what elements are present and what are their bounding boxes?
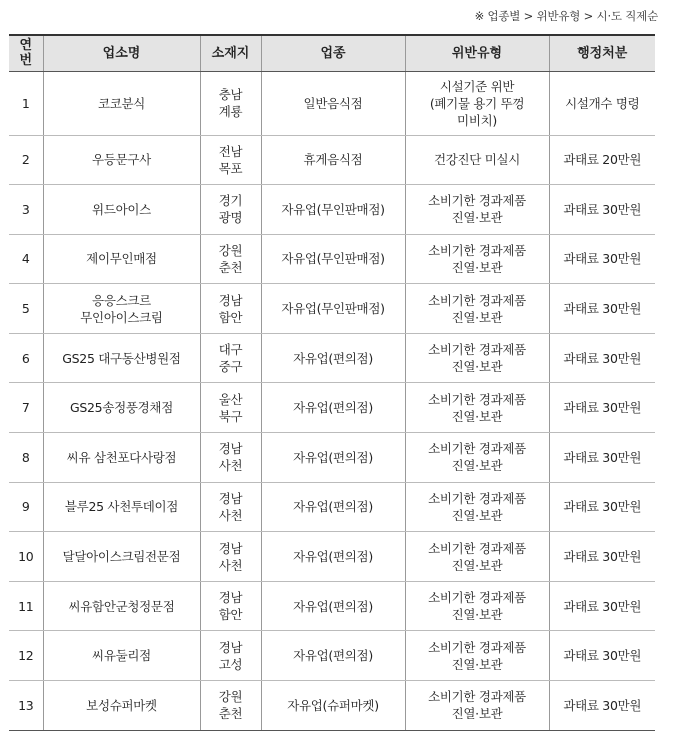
cell-violation: 소비기한 경과제품 진열·보관 [405, 333, 549, 383]
cell-location: 경남 함안 [200, 284, 261, 334]
cell-penalty: 과태료 30만원 [549, 333, 655, 383]
cell-penalty: 과태료 30만원 [549, 185, 655, 235]
cell-name: 응응스크르 무인아이스크림 [43, 284, 200, 334]
cell-name: 우등문구사 [43, 135, 200, 185]
table-row [9, 631, 655, 681]
cell-business: 자유업(무인판매점) [261, 185, 405, 235]
violations-table [9, 34, 655, 731]
cell-violation: 소비기한 경과제품 진열·보관 [405, 383, 549, 433]
cell-business: 자유업(무인판매점) [261, 234, 405, 284]
cell-business: 일반음식점 [261, 71, 405, 135]
cell-location: 대구 중구 [200, 333, 261, 383]
cell-no: 11 [9, 581, 43, 631]
cell-location: 충남 계룡 [200, 71, 261, 135]
cell-location: 경남 사천 [200, 433, 261, 483]
cell-location: 경기 광명 [200, 185, 261, 235]
cell-violation: 소비기한 경과제품 진열·보관 [405, 234, 549, 284]
cell-penalty: 과태료 30만원 [549, 681, 655, 731]
cell-location: 강원 춘천 [200, 234, 261, 284]
table-row [9, 433, 655, 483]
cell-violation: 소비기한 경과제품 진열·보관 [405, 185, 549, 235]
cell-business: 자유업(편의점) [261, 482, 405, 532]
cell-name: 씨유함안군청정문점 [43, 581, 200, 631]
header-penalty: 행정처분 [549, 35, 655, 71]
cell-violation: 시설기준 위반 (폐기물 용기 뚜껑 미비치) [405, 71, 549, 135]
table-row [9, 333, 655, 383]
cell-no: 10 [9, 532, 43, 582]
table-row [9, 284, 655, 334]
cell-business: 자유업(무인판매점) [261, 284, 405, 334]
cell-business: 자유업(슈퍼마켓) [261, 681, 405, 731]
cell-violation: 소비기한 경과제품 진열·보관 [405, 284, 549, 334]
cell-no: 9 [9, 482, 43, 532]
cell-business: 자유업(편의점) [261, 581, 405, 631]
header-business: 업종 [261, 35, 405, 71]
cell-violation: 건강진단 미실시 [405, 135, 549, 185]
cell-penalty: 과태료 20만원 [549, 135, 655, 185]
cell-location: 울산 북구 [200, 383, 261, 433]
cell-name: 제이무인매점 [43, 234, 200, 284]
cell-location: 경남 고성 [200, 631, 261, 681]
cell-no: 6 [9, 333, 43, 383]
header-name: 업소명 [43, 35, 200, 71]
table-row [9, 383, 655, 433]
table-row [9, 581, 655, 631]
header-no: 연 번 [9, 35, 43, 71]
cell-penalty: 과태료 30만원 [549, 234, 655, 284]
cell-no: 7 [9, 383, 43, 433]
table-row [9, 482, 655, 532]
header-violation: 위반유형 [405, 35, 549, 71]
table-header-row [9, 35, 655, 71]
cell-penalty: 과태료 30만원 [549, 383, 655, 433]
cell-name: 위드아이스 [43, 185, 200, 235]
cell-location: 경남 사천 [200, 532, 261, 582]
cell-violation: 소비기한 경과제품 진열·보관 [405, 482, 549, 532]
cell-name: 달달아이스크림전문점 [43, 532, 200, 582]
cell-business: 자유업(편의점) [261, 383, 405, 433]
table-row [9, 71, 655, 135]
table-row [9, 234, 655, 284]
cell-business: 자유업(편의점) [261, 433, 405, 483]
cell-business: 휴게음식점 [261, 135, 405, 185]
cell-no: 8 [9, 433, 43, 483]
cell-penalty: 과태료 30만원 [549, 433, 655, 483]
cell-penalty: 과태료 30만원 [549, 631, 655, 681]
cell-name: GS25송정풍경채점 [43, 383, 200, 433]
cell-name: 씨유 삼천포다사랑점 [43, 433, 200, 483]
cell-business: 자유업(편의점) [261, 532, 405, 582]
cell-business: 자유업(편의점) [261, 333, 405, 383]
cell-location: 경남 함안 [200, 581, 261, 631]
cell-name: 보성슈퍼마켓 [43, 681, 200, 731]
cell-no: 3 [9, 185, 43, 235]
cell-no: 12 [9, 631, 43, 681]
header-location: 소재지 [200, 35, 261, 71]
cell-violation: 소비기한 경과제품 진열·보관 [405, 631, 549, 681]
cell-location: 경남 사천 [200, 482, 261, 532]
cell-no: 4 [9, 234, 43, 284]
cell-no: 1 [9, 71, 43, 135]
table-row [9, 532, 655, 582]
cell-penalty: 시설개수 명령 [549, 71, 655, 135]
cell-no: 13 [9, 681, 43, 731]
cell-name: 씨유둘리점 [43, 631, 200, 681]
cell-penalty: 과태료 30만원 [549, 284, 655, 334]
cell-location: 강원 춘천 [200, 681, 261, 731]
cell-penalty: 과태료 30만원 [549, 532, 655, 582]
cell-name: 코코분식 [43, 71, 200, 135]
cell-name: 블루25 사천투데이점 [43, 482, 200, 532]
cell-violation: 소비기한 경과제품 진열·보관 [405, 532, 549, 582]
table-row [9, 185, 655, 235]
cell-violation: 소비기한 경과제품 진열·보관 [405, 581, 549, 631]
cell-business: 자유업(편의점) [261, 631, 405, 681]
cell-no: 5 [9, 284, 43, 334]
cell-penalty: 과태료 30만원 [549, 581, 655, 631]
cell-no: 2 [9, 135, 43, 185]
cell-location: 전남 목포 [200, 135, 261, 185]
sort-order-note: ※ 업종별 > 위반유형 > 시·도 직제순 [474, 9, 658, 23]
cell-penalty: 과태료 30만원 [549, 482, 655, 532]
cell-name: GS25 대구동산병원점 [43, 333, 200, 383]
table-row [9, 681, 655, 731]
cell-violation: 소비기한 경과제품 진열·보관 [405, 433, 549, 483]
table-row [9, 135, 655, 185]
cell-violation: 소비기한 경과제품 진열·보관 [405, 681, 549, 731]
